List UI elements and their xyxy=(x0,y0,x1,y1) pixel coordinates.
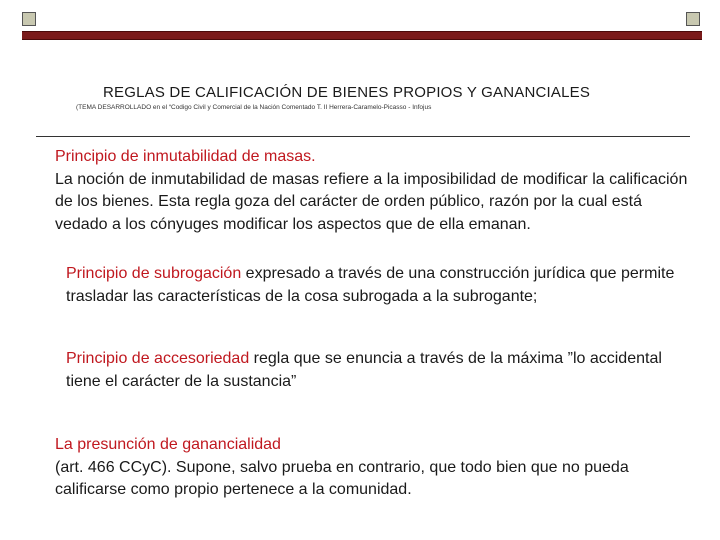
block-lead-plain: Principio de xyxy=(66,350,155,367)
slide-subtitle: (TEMA DESARROLLADO en el “Codigo Civil y Comercial de la Nación Comentado T. II Herrera-Caramelo-Picasso - Infojus xyxy=(76,104,432,111)
block-ganancialidad xyxy=(55,434,695,502)
block-accesoriedad xyxy=(66,348,696,393)
decorative-square-left xyxy=(22,12,36,26)
block-body: (art. 466 CCyC). Supone, salvo prueba en contrario, que todo bien que no pueda calificarse como propio pertenece a la comunidad. xyxy=(55,458,629,498)
decorative-square-right xyxy=(686,12,700,26)
block-inmutabilidad xyxy=(55,146,695,236)
block-body: regla que se enuncia a través de la máxima ”lo accidental tiene el carácter de la sustancia” xyxy=(66,350,662,390)
divider-line xyxy=(36,136,690,137)
block-body: La noción de inmutabilidad de masas refiere a la imposibilidad de modificar la calificación de los bienes. Esta regla goza del carácter de orden público, razón por la cual está vedado a los cónyuges modificar los aspectos que de ella emanan. xyxy=(55,170,688,233)
block-lead-plain: Principio de xyxy=(66,265,155,282)
block-subrogacion xyxy=(66,263,696,308)
block-body: expresado a través de una construcción jurídica que permite trasladar las características de la cosa subrogada a la subrogante; xyxy=(66,265,675,305)
slide-title: REGLAS DE CALIFICACIÓN DE BIENES PROPIOS Y GANANCIALES xyxy=(103,84,591,101)
block-lead-keyword: accesoriedad xyxy=(154,350,250,367)
block-heading: La presunción de ganancialidad xyxy=(55,436,281,453)
block-lead-keyword: subrogación xyxy=(154,265,242,282)
top-banner-bar xyxy=(22,31,702,40)
block-heading: Principio de inmutabilidad de masas. xyxy=(55,148,316,165)
